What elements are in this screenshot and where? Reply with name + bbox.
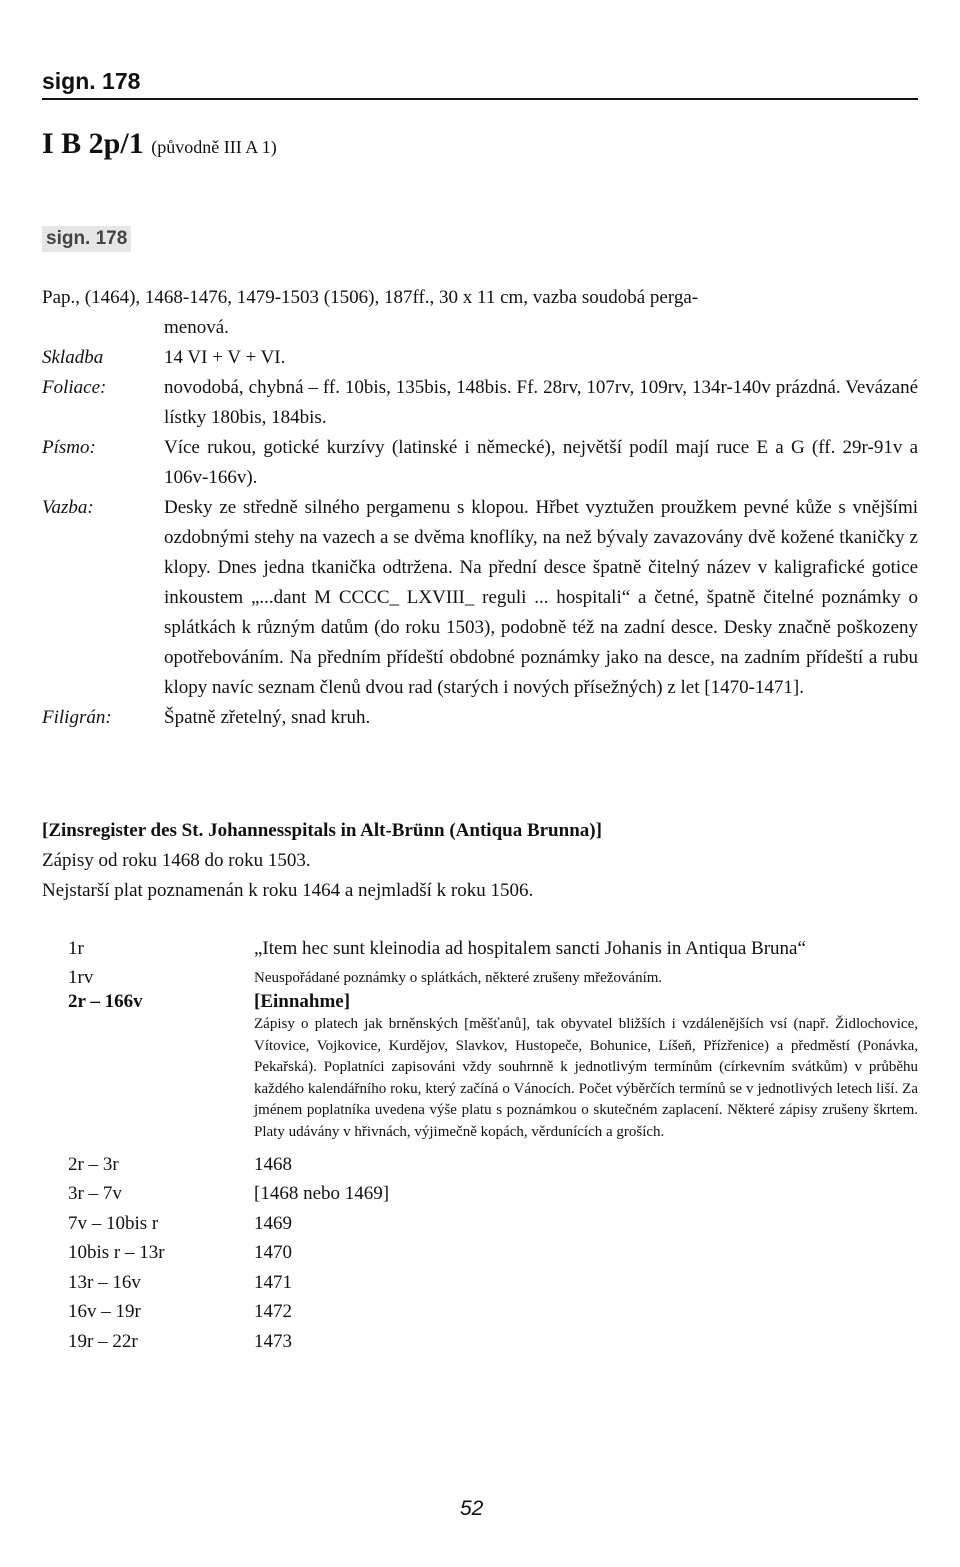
- description-row: [42, 493, 918, 703]
- year-range: 3r – 7v: [68, 1183, 122, 1205]
- year-row: [68, 1297, 918, 1327]
- row-label: Filigrán:: [42, 707, 112, 728]
- physical-description: [42, 283, 918, 733]
- row-label: Písmo:: [42, 437, 96, 458]
- folio-note: Zápisy o platech jak brněnských [měšťanů], tak obyvatel bližších i vzdálenějších vsí (např. Židlochovice, Vítovice, Vojkovice, Kurdějov, Slavkov, Hustopeče, Bohunice, Líšeň, Přízřenice) a předměstí (Ponávka, Pekařská). Poplatníci zapisováni vždy souhrnně k jednotlivým termínům (církevním svátkům) v průběhu každého kalendářního roku, který začíná o Vánocích. Počet výběrčích termínů se v jednotlivých letech liší. Za jménem poplatníka uvedena výše platu s poznámkou o skutečném zaplacení. Některé zápisy zrušeny škrtem. Platy udávány v hřivnách, výjimečně kopách, věrdunících a groších.: [254, 1016, 918, 1140]
- row-label: Foliace:: [42, 377, 107, 398]
- description-row: [42, 343, 918, 373]
- folio-row: [68, 966, 918, 990]
- year-row: [68, 1179, 918, 1209]
- register-section: [42, 816, 918, 906]
- description-line: menová.: [164, 317, 229, 338]
- row-value: 14 VI + V + VI.: [164, 347, 286, 368]
- row-label: Skladba: [42, 347, 104, 368]
- record-signature: I B 2p/1: [42, 127, 144, 160]
- register-line: Zápisy od roku 1468 do roku 1503.: [42, 850, 311, 871]
- sign-badge: sign. 178: [42, 226, 131, 252]
- year-range: 13r – 16v: [68, 1271, 141, 1293]
- row-value: Špatně zřetelný, snad kruh.: [164, 707, 371, 728]
- folio-text: [Einnahme]: [254, 991, 351, 1012]
- description-row: [42, 373, 918, 433]
- folio-label: 1r: [68, 938, 84, 959]
- register-line: Nejstarší plat poznamenán k roku 1464 a nejmladší k roku 1506.: [42, 880, 534, 901]
- year-value: 1473: [254, 1330, 292, 1352]
- year-range: 7v – 10bis r: [68, 1212, 159, 1234]
- page-number: 52: [460, 1497, 484, 1520]
- year-row: [68, 1150, 918, 1180]
- description-line: Pap., (1464), 1468-1476, 1479-1503 (1506), 187ff., 30 x 11 cm, vazba soudobá perga-: [42, 287, 699, 308]
- folio-row: [68, 934, 918, 964]
- year-range: 19r – 22r: [68, 1330, 138, 1352]
- row-value: novodobá, chybná – ff. 10bis, 135bis, 148bis. Ff. 28rv, 107rv, 109rv, 134r-140v prázdná. Vevázané lístky 180bis, 184bis.: [164, 377, 918, 428]
- year-value: 1468: [254, 1153, 292, 1175]
- folio-label: 1rv: [68, 967, 94, 988]
- year-value: 1472: [254, 1301, 292, 1323]
- year-value: [1468 nebo 1469]: [254, 1183, 390, 1205]
- year-value: 1471: [254, 1271, 292, 1293]
- year-row: [68, 1238, 918, 1268]
- year-range: 10bis r – 13r: [68, 1242, 165, 1264]
- year-range: 2r – 3r: [68, 1153, 119, 1175]
- year-value: 1470: [254, 1242, 292, 1264]
- row-value: Desky ze středně silného pergamenu s klopou. Hřbet vyztužen proužkem pevné kůže s vnějšími ozdobnými stehy na vazech a se dvěma knoflíky, na než bývaly zavazovány dvě kožené tkaničky z klopy. Dnes jedna tkanička odtržena. Na přední desce špatně čitelný název v kaligrafické gotice inkoustem „...dant M CCCC_ LXVIII_ reguli ... hospitali“ a četné, špatně čitelné poznámky o splátkách k různým datům (do roku 1503), podobně též na zadní desce. Desky značně poškozeny opotřebováním. Na předním přídeští obdobné poznámky jako na desce, na zadním přídeští a rubu klopy navíc seznam členů dvou rad (starých i nových přísežných) z let [1470-1471].: [164, 497, 918, 698]
- record-title: [42, 127, 277, 161]
- original-signature: (původně III A 1): [151, 137, 277, 157]
- year-row: [68, 1268, 918, 1298]
- folio-text: „Item hec sunt kleinodia ad hospitalem sancti Johanis in Antiqua Bruna“: [254, 938, 806, 959]
- description-row: [42, 433, 918, 493]
- header-signature: sign. 178: [42, 68, 141, 94]
- year-range: 16v – 19r: [68, 1301, 141, 1323]
- register-title: [Zinsregister des St. Johannesspitals in Alt-Brünn (Antiqua Brunna)]: [42, 820, 602, 841]
- folio-row: [68, 990, 918, 1014]
- row-label: Vazba:: [42, 497, 94, 518]
- row-value: Více rukou, gotické kurzívy (latinské i německé), největší podíl mají ruce E a G (ff. 29r-91v a 106v-166v).: [164, 437, 918, 488]
- folio-label: 2r – 166v: [68, 991, 143, 1012]
- folio-text: Neuspořádané poznámky o splátkách, některé zrušeny mřežováním.: [254, 970, 663, 986]
- folio-list: [68, 934, 918, 1356]
- year-row: [68, 1209, 918, 1239]
- year-value: 1469: [254, 1212, 292, 1234]
- year-list: [68, 1150, 918, 1357]
- header-rule: [42, 98, 918, 100]
- year-row: [68, 1327, 918, 1357]
- description-row: [42, 703, 918, 733]
